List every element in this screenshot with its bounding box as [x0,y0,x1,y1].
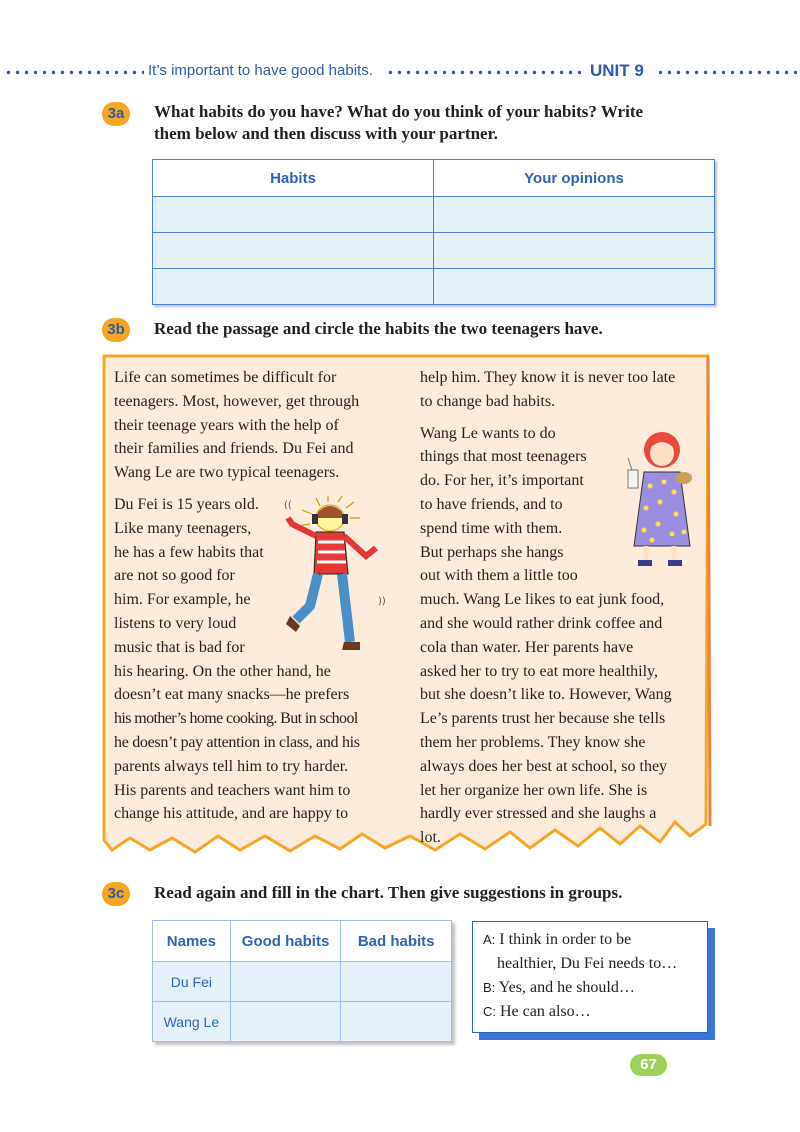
good-habits-cell[interactable] [230,1002,341,1042]
passage-line: are not so good for [114,567,235,585]
speaker-text: He can also… [500,1003,591,1020]
passage-line: Le’s parents trust her because she tells [420,710,666,728]
passage-line: lot. [420,829,441,847]
passage-line: asked her to try to eat more healthily, [420,662,658,680]
passage-line: to change bad habits. [420,392,556,410]
habits-table [152,159,715,305]
passage-line: their families and friends. Du Fei and [114,440,354,458]
passage-line: out with them a little too [420,567,578,585]
passage-line: listens to very loud [114,614,237,632]
bad-habits-cell[interactable] [341,962,452,1002]
passage-line: Like many teenagers, [114,519,252,537]
conversation-line [483,976,635,1000]
passage-line: help him. They know it is never too late [420,369,676,386]
passage-line: doesn’t eat many snacks—he prefers [114,686,350,704]
speaker-label: A: [483,932,496,947]
passage-line: teenagers. Most, however, get through [114,392,360,410]
passage-line: Life can sometimes be difficult for [114,369,337,386]
passage-line: much. Wang Le likes to eat junk food, [420,591,665,609]
passage-line: his hearing. On the other hand, he [114,662,331,680]
passage-line: him. For example, he [114,591,251,609]
habits-chart [152,920,452,1042]
chart-row-name: Du Fei [153,962,231,1002]
passage-line: but she doesn’t like to. However, Wang [420,686,672,704]
passage-line: always does her best at school, so they [420,757,668,775]
passage-line: their teenage years with the help of [114,416,339,434]
passage-line: things that most teenagers [420,448,587,466]
conversation-line [497,952,677,976]
passage-line: Wang Le wants to do [420,424,556,442]
du-fei-illustration [282,496,390,656]
speaker-label: C: [483,1004,496,1019]
bad-habits-cell[interactable] [341,1002,452,1042]
opinions-cell[interactable] [434,269,715,305]
opinions-cell[interactable] [434,233,715,269]
habits-column-header: Habits [153,160,434,197]
instruction-3c: Read again and fill in the chart. Then give suggestions in groups. [154,883,623,902]
passage-paragraph [420,366,710,414]
badge-3c: 3c [102,882,130,906]
good-habits-cell[interactable] [230,962,341,1002]
instruction-3a [154,101,643,145]
bad-habits-column-header: Bad habits [341,921,452,962]
speaker-text: Yes, and he should… [498,979,635,996]
speaker-text: I think in order to be [499,931,632,948]
instruction-3a-line2: them below and then discuss with your partner. [154,124,498,143]
habits-cell[interactable] [153,233,434,269]
reading-passage [100,354,712,864]
opinions-column-header: Your opinions [434,160,715,197]
passage-line: let her organize her own life. She is [420,781,648,799]
passage-line: his mother’s home cooking. But in school [114,710,358,728]
page-header [0,60,800,84]
instruction-3b: Read the passage and circle the habits the two teenagers have. [154,319,603,338]
wang-le-illustration [626,428,698,570]
good-habits-column-header: Good habits [230,921,341,962]
chart-row-name: Wang Le [153,1002,231,1042]
passage-paragraph [114,366,414,485]
passage-line: spend time with them. [420,519,563,537]
passage-line: he doesn’t pay attention in class, and his [114,733,360,751]
passage-line: change his attitude, and are happy to [114,805,349,823]
passage-line: Wang Le are two typical teenagers. [114,464,340,482]
passage-line: parents always tell him to try harder. [114,757,349,775]
page-number: 67 [630,1054,667,1076]
svg-text:)): )) [378,596,386,607]
header-dots-left [4,70,144,75]
passage-line: But perhaps she hangs [420,543,564,561]
instruction-3a-line1: What habits do you have? What do you think of your habits? Write [154,102,644,121]
passage-line: cola than water. Her parents have [420,638,634,656]
habits-cell[interactable] [153,269,434,305]
speaker-label: B: [483,980,496,995]
habits-cell[interactable] [153,197,434,233]
speaker-text: healthier, Du Fei needs to… [497,955,678,972]
badge-3a: 3a [102,102,130,126]
unit-label: UNIT 9 [590,61,644,80]
header-dots-right [656,70,800,75]
svg-text:((: (( [284,500,292,511]
header-dots-middle [386,70,582,75]
conversation-line [483,1000,591,1024]
passage-line: His parents and teachers want him to [114,781,351,799]
header-title: It’s important to have good habits. [148,62,373,79]
passage-line: hardly ever stressed and she laughs a [420,805,657,823]
passage-line: them her problems. They know she [420,733,646,751]
conversation-box [472,921,708,1033]
passage-line: to have friends, and to [420,495,563,513]
passage-line: he has a few habits that [114,543,264,561]
badge-3b: 3b [102,318,130,342]
opinions-cell[interactable] [434,197,715,233]
conversation-line [483,928,631,952]
passage-line: Du Fei is 15 years old. [114,495,259,513]
passage-line: and she would rather drink coffee and [420,614,663,632]
names-column-header: Names [153,921,231,962]
passage-line: do. For her, it’s important [420,472,584,490]
passage-line: music that is bad for [114,638,245,656]
